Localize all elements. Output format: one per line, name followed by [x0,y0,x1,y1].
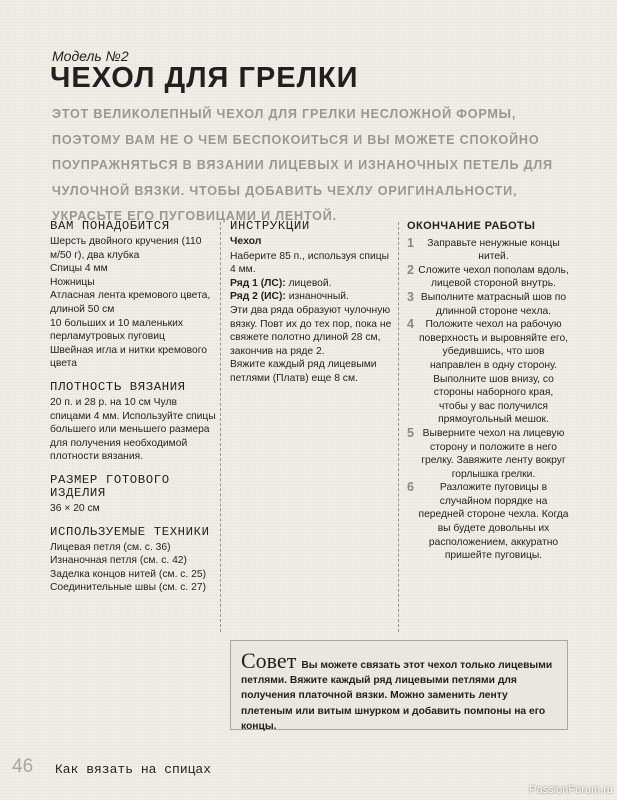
gauge-heading: ПЛОТНОСТЬ ВЯЗАНИЯ [50,379,186,394]
materials-item: 10 больших и 10 маленьких перламутровых пуговиц [50,317,184,343]
materials-item: Спицы 4 мм [50,263,108,275]
row-1-text: лицевой. [285,277,332,289]
tip-box [230,640,568,730]
materials-column [50,220,218,595]
page-number: 46 [12,756,34,777]
materials-item: Атласная лента кремового цвета, длиной 50 см [50,290,211,315]
row-2-text: изнаночный. [285,291,349,303]
instructions-finish: Вяжите каждый ряд лицевыми петлями (Платв) еще 8 см. [230,359,377,384]
instructions-heading: ИНСТРУКЦИИ [230,219,310,233]
size-heading: РАЗМЕР ГОТОВОГО ИЗДЕЛИЯ [50,472,170,500]
step-text: Сложите чехол пополам вдоль, лицевой стороной внутрь. [418,264,569,290]
cast-on-text: Наберите 85 п., используя спицы 4 мм. [230,250,390,276]
finishing-heading: ОКОНЧАНИЕ РАБОТЫ [407,220,536,232]
materials-list [50,235,218,371]
intro-paragraph: ЭТОТ ВЕЛИКОЛЕПНЫЙ ЧЕХОЛ ДЛЯ ГРЕЛКИ НЕСЛОЖНОЙ ФОРМЫ, ПОЭТОМУ ВАМ НЕ О ЧЕМ БЕСПОКОИТЬСЯ И ВЫ МОЖЕТЕ СПОКОЙНО ПОУПРАЖНЯТЬСЯ В ВЯЗАНИИ ЛИЦЕВЫХ И ИЗНАНОЧНЫХ ПЕТЕЛЬ ДЛЯ ЧУЛОЧНОЙ ВЯЗКИ. ЧТОБЫ ДОБАВИТЬ ЧЕХЛУ ОРИГИНАЛЬНОСТИ, УКРАСЬТЕ ЕГО ПУГОВИЦАМИ И ЛЕНТОЙ. [52,107,553,223]
finishing-step [407,291,569,318]
column-divider [398,222,399,632]
step-number: 4 [407,317,414,332]
step-number: 2 [407,262,414,277]
technique-item: Заделка концов нитей (см. с. 25) [50,568,207,580]
watermark: PassionForum.ru [529,784,613,796]
tip-title: Совет [241,648,297,673]
instructions-column [230,220,392,386]
step-number: 6 [407,480,414,495]
tip-text: Вы можете связать этот чехол только лицевыми петлями. Вяжите каждый ряд лицевыми петлями для получения платочной вязки. Можно заменить ленту плетеным или витым шнурком и добавить помпоны на его концы. [241,660,553,732]
techniques-list [50,541,218,595]
column-divider [220,222,221,632]
technique-item: Изнаночная петля (см. с. 42) [50,555,187,567]
technique-item: Лицевая петля (см. с. 36) [50,541,171,553]
step-text: Выполните матрасный шов по длинной стороне чехла. [420,291,567,317]
row-2 [230,290,392,304]
step-number: 3 [407,289,414,304]
row-1-label: Ряд 1 (ЛС): [230,277,286,289]
row-1 [230,277,392,291]
row-2-label: Ряд 2 (ИС): [230,291,286,303]
model-label: Модель №2 [52,48,129,64]
gauge-text: 20 п. и 28 р. на 10 см Чулв спицами 4 мм. Используйте спицы большего или меньшего размера для получения необходимой плотности вязания. [50,396,216,463]
step-number: 1 [407,235,414,250]
materials-heading: ВАМ ПОНАДОБИТСЯ [50,219,170,233]
instructions-body: Эти два ряда образуют чулочную вязку. Повт их до тех пор, пока не свяжете полотно длиной 28 см, закончив на ряде 2. [230,304,392,357]
finishing-step [407,237,569,264]
finishing-step [407,318,569,427]
techniques-heading: ИСПОЛЬЗУЕМЫЕ ТЕХНИКИ [50,524,210,539]
materials-item: Ножницы [50,276,95,288]
technique-item: Соединительные швы (см. с. 27) [50,582,207,594]
step-text: Положите чехол на рабочую поверхность и выровняйте его, убедившись, что шов направлен в одну сторону. Выполните шов внизу, со стороны наборного края, чтобы у вас получился прямоугольный мешок. [418,319,569,426]
book-title: Как вязать на спицах [55,762,212,777]
materials-item: Шерсть двойного кручения (110 м/50 г), два клубка [50,236,202,261]
step-text: Разложите пуговицы в случайном порядке на передней стороне чехла. Когда вы будете довольны их расположением, аккуратно пришейте пуговицы. [418,482,569,562]
step-number: 5 [407,425,414,440]
step-text: Выверните чехол на лицевую сторону и положите в него грелку. Завяжите ленту вокруг горлышка грелки. [421,427,566,480]
tip-content [241,648,559,734]
materials-item: Швейная игла и нитки кремового цвета [50,344,207,370]
finishing-step [407,427,569,481]
finishing-step [407,481,569,563]
finishing-column [407,220,569,563]
page-title: ЧЕХОЛ ДЛЯ ГРЕЛКИ [50,62,359,94]
step-text: Заправьте ненужные концы нитей. [427,237,560,263]
size-text: 36 × 20 см [50,502,100,514]
instructions-subheading: Чехол [230,235,262,247]
finishing-step [407,264,569,291]
